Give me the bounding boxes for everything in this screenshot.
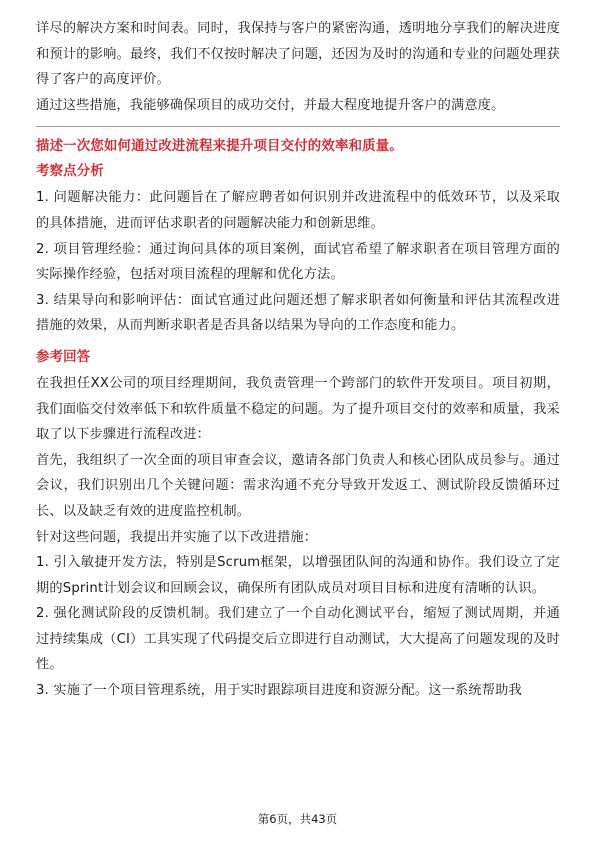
section-divider [36,126,560,127]
document-page [36,16,560,704]
analysis-item: 3. 结果导向和影响评估：面试官通过此问题还想了解求职者如何衡量和评估其流程改进措施的效果，从而判断求职者是否具备以结果为导向的工作态度和能力。 [36,292,560,334]
analysis-heading: 考察点分析 [36,164,104,180]
answer-paragraph: 2. 强化测试阶段的反馈机制。我们建立了一个自动化测试平台，缩短了测试周期，并通过持续集成（CI）工具实现了代码提交后立即进行自动测试，大大提高了问题发现的及时性。 [36,606,560,673]
intro-paragraph-1: 详尽的解决方案和时间表。同时，我保持与客户的紧密沟通，透明地分享我们的解决进度和预计的影响。最终，我们不仅按时解决了问题，还因为及时的沟通和专业的问题处理获得了客户的高度评价。 [36,21,560,88]
page-number-footer: 第6页，共43页 [257,812,338,826]
intro-paragraph-2: 通过这些措施，我能够确保项目的成功交付，并最大程度地提升客户的满意度。 [36,97,505,113]
answer-paragraph: 针对这些问题，我提出并实施了以下改进措施： [36,529,318,545]
answer-paragraph: 1. 引入敏捷开发方法，特别是Scrum框架，以增强团队间的沟通和协作。我们设立了定期的Sprint计划会议和回顾会议，确保所有团队成员对项目目标和进度有清晰的认识。 [36,555,560,596]
answer-paragraph: 在我担任XX公司的项目经理期间，我负责管理一个跨部门的软件开发项目。项目初期，我们面临交付效率低下和软件质量不稳定的问题。为了提升项目交付的效率和质量，我采取了以下步骤进行流程改进： [36,375,560,443]
analysis-item: 1. 问题解决能力：此问题旨在了解应聘者如何识别并改进流程中的低效环节，以及采取的具体措施，进而评估求职者的问题解决能力和创新思维。 [36,190,560,231]
answer-paragraph: 3. 实施了一个项目管理系统，用于实时跟踪项目进度和资源分配。这一系统帮助我 [36,683,522,699]
question-title: 描述一次您如何通过改进流程来提升项目交付的效率和质量。 [36,139,403,155]
answer-heading: 参考回答 [36,349,91,365]
answer-paragraph: 首先，我组织了一次全面的项目审查会议，邀请各部门负责人和核心团队成员参与。通过会议，我们识别出几个关键问题：需求沟通不充分导致开发返工、测试阶段反馈循环过长、以及缺乏有效的进度监控机制。 [36,452,560,519]
analysis-item: 2. 项目管理经验：通过询问具体的项目案例，面试官希望了解求职者在项目管理方面的实际操作经验，包括对项目流程的理解和优化方法。 [36,241,560,283]
